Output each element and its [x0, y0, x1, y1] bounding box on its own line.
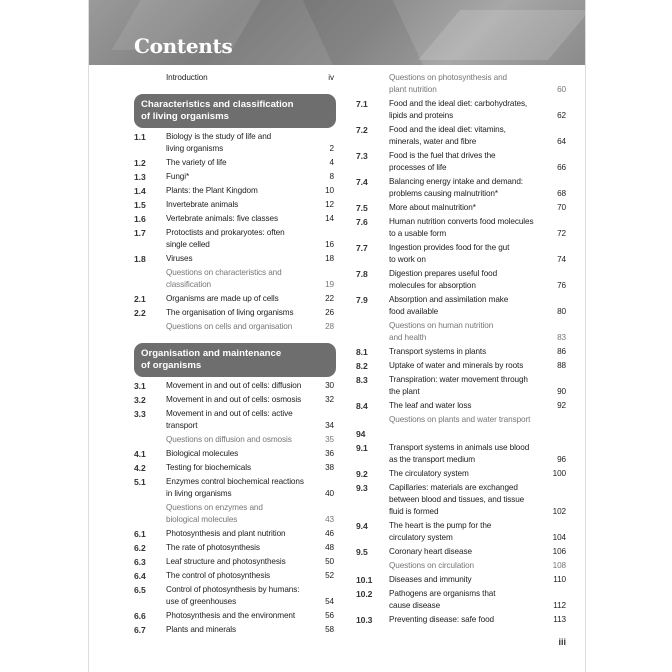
entry-page-number: 8	[329, 172, 334, 181]
entry-title	[166, 408, 334, 432]
contents-entry[interactable]	[134, 253, 334, 265]
entry-title-line: Absorption and assimilation make	[389, 295, 509, 304]
entry-title	[389, 614, 566, 626]
contents-entry[interactable]	[356, 520, 566, 544]
entry-page-number: 74	[557, 255, 566, 264]
entry-title	[166, 448, 334, 460]
entry-title-line: Protoctists and prokaryotes: often	[166, 228, 285, 237]
entry-page-number: 113	[553, 615, 566, 624]
section-number: 8.2	[356, 361, 368, 371]
questions-entry[interactable]	[356, 72, 566, 96]
contents-entry[interactable]	[134, 171, 334, 183]
entry-title	[389, 588, 566, 612]
entry-title	[166, 462, 334, 474]
entry-title-line: Pathogens are organisms that	[389, 589, 496, 598]
contents-entry[interactable]	[356, 468, 566, 480]
entry-title	[389, 346, 566, 358]
entry-title	[389, 216, 566, 240]
entry-title-line: Uptake of water and minerals by roots	[389, 361, 524, 370]
entry-page-number: 19	[325, 280, 334, 289]
entry-page-number: 83	[557, 333, 566, 342]
entry-page-number: 102	[552, 507, 566, 516]
entry-page-number: 96	[557, 455, 566, 464]
entry-title-line: single celled	[166, 240, 210, 249]
entry-title-line: Food and the ideal diet: carbohydrates,	[389, 99, 528, 108]
contents-entry[interactable]	[134, 72, 334, 84]
entry-page-number: 68	[557, 189, 566, 198]
entry-title	[166, 528, 334, 540]
entry-title	[166, 624, 334, 636]
entry-title-line	[389, 428, 549, 440]
entry-page-number: 18	[325, 254, 334, 263]
section-number: 7.9	[356, 295, 368, 305]
entry-title	[389, 374, 566, 398]
entry-title-line: The circulatory system	[389, 469, 469, 478]
entry-title-line: Questions on cells and organisation	[166, 322, 293, 331]
entry-title-line: Questions on diffusion and osmosis	[166, 435, 292, 444]
entry-title-line: The leaf and water loss	[389, 401, 472, 410]
contents-entry[interactable]	[356, 374, 566, 398]
entry-title-line: minerals, water and fibre	[389, 137, 477, 146]
section-number: 4.1	[134, 449, 146, 459]
entry-page-number: 4	[329, 158, 334, 167]
section-number: 6.5	[134, 585, 146, 595]
contents-entry[interactable]	[134, 157, 334, 169]
contents-entry[interactable]	[356, 546, 566, 558]
entry-title-line: transport	[166, 421, 198, 430]
page-number: iii	[558, 637, 566, 647]
entry-page-number: 72	[557, 229, 566, 238]
entry-title	[389, 202, 566, 214]
section-heading-line: Characteristics and classification	[141, 99, 294, 110]
entry-title-line: Biology is the study of life and	[166, 132, 272, 141]
contents-entry[interactable]	[134, 584, 334, 608]
section-number: 3.1	[134, 381, 146, 391]
contents-entry[interactable]	[134, 462, 334, 474]
entry-page-number: 70	[557, 203, 566, 212]
entry-title	[389, 414, 566, 426]
section-heading	[134, 94, 336, 128]
contents-entry[interactable]	[356, 574, 566, 586]
entry-page-number: 92	[557, 401, 566, 410]
questions-entry[interactable]	[134, 267, 334, 291]
contents-entry[interactable]	[356, 176, 566, 200]
entry-title-line: Plants: the Plant Kingdom	[166, 186, 258, 195]
entry-title	[166, 72, 334, 84]
entry-title-line: Transpiration: water movement through	[389, 375, 528, 384]
contents-entry[interactable]	[134, 542, 334, 554]
section-number: 1.4	[134, 186, 146, 196]
section-number: 7.4	[356, 177, 368, 187]
section-number: 1.1	[134, 132, 146, 142]
entry-title	[166, 380, 334, 392]
contents-entry[interactable]	[356, 614, 566, 626]
entry-title-line: as the transport medium	[389, 455, 475, 464]
contents-left-column	[134, 72, 334, 638]
section-number: 1.2	[134, 158, 146, 168]
section-number: 2.2	[134, 308, 146, 318]
entry-title	[166, 131, 334, 155]
entry-title	[389, 520, 566, 544]
entry-page-number: 86	[557, 347, 566, 356]
section-number: 7.6	[356, 217, 368, 227]
entry-title-line: Photosynthesis and the environment	[166, 611, 296, 620]
entry-page-number: iv	[328, 73, 334, 82]
contents-entry[interactable]	[356, 268, 566, 292]
contents-entry[interactable]	[134, 307, 334, 319]
contents-entry[interactable]	[134, 394, 334, 406]
entry-page-number: 112	[553, 601, 566, 610]
entry-title	[389, 428, 566, 440]
entry-page-number: 16	[325, 240, 334, 249]
entry-title	[389, 482, 566, 518]
entry-title-line: cause disease	[389, 601, 441, 610]
questions-entry[interactable]	[134, 502, 334, 526]
contents-entry[interactable]	[356, 360, 566, 372]
contents-entry[interactable]	[356, 150, 566, 174]
section-number: 1.5	[134, 200, 146, 210]
section-heading	[134, 343, 336, 377]
entry-title	[166, 502, 334, 526]
entry-title-line: to a usable form	[389, 229, 447, 238]
entry-title	[389, 176, 566, 200]
entry-title	[389, 72, 566, 96]
entry-title	[389, 400, 566, 412]
entry-title-line: living organisms	[166, 144, 224, 153]
contents-entry[interactable]	[134, 380, 334, 392]
contents-entry[interactable]	[134, 476, 334, 500]
entry-title-line: processes of life	[389, 163, 447, 172]
entry-page-number: 62	[557, 111, 566, 120]
section-number: 1.6	[134, 214, 146, 224]
entry-title	[389, 150, 566, 174]
entry-title-line: problems causing malnutrition*	[389, 189, 498, 198]
entry-title-line: fluid is formed	[389, 507, 439, 516]
entry-title-line: and health	[389, 333, 427, 342]
section-number: 10.3	[356, 615, 373, 625]
contents-entry[interactable]	[134, 131, 334, 155]
entry-title-line: between blood and tissues, and tissue	[389, 495, 525, 504]
entry-page-number: 36	[325, 449, 334, 458]
entry-title-line: Biological molecules	[166, 449, 239, 458]
contents-entry[interactable]	[356, 98, 566, 122]
entry-title-line: Fungi*	[166, 172, 190, 181]
section-number: 7.8	[356, 269, 368, 279]
section-heading-line: of organisms	[141, 360, 202, 371]
entry-page-number: 54	[325, 597, 334, 606]
entry-page-number: 50	[325, 557, 334, 566]
entry-title-line: Questions on photosynthesis and	[389, 73, 507, 82]
contents-entry[interactable]	[134, 213, 334, 225]
entry-title-line: Preventing disease: safe food	[389, 615, 494, 624]
entry-title	[166, 185, 334, 197]
entry-page-number: 64	[557, 137, 566, 146]
entry-title	[389, 442, 566, 466]
contents-entry[interactable]	[356, 588, 566, 612]
entry-title-line: Balancing energy intake and demand:	[389, 177, 523, 186]
entry-title-line: More about malnutrition*	[389, 203, 476, 212]
questions-entry[interactable]	[356, 320, 566, 344]
entry-title	[166, 321, 334, 333]
entry-title	[389, 574, 566, 586]
entry-page-number: 43	[325, 515, 334, 524]
entry-title-line: Digestion prepares useful food	[389, 269, 498, 278]
section-number: 7.3	[356, 151, 368, 161]
section-number: 10.1	[356, 575, 373, 585]
page-title: Contents	[134, 34, 233, 58]
entry-title-line: Food is the fuel that drives the	[389, 151, 496, 160]
entry-page-number: 35	[325, 435, 334, 444]
questions-entry[interactable]	[356, 414, 566, 426]
entry-title-line: The rate of photosynthesis	[166, 543, 260, 552]
entry-title	[389, 468, 566, 480]
section-number: 2.1	[134, 294, 146, 304]
entry-title-line: to work on	[389, 255, 426, 264]
entry-page-number: 22	[325, 294, 334, 303]
section-number: 3.3	[134, 409, 146, 419]
entry-title-line: Human nutrition converts food molecules	[389, 217, 534, 226]
section-number: 10.2	[356, 589, 373, 599]
entry-title-line: plant nutrition	[389, 85, 437, 94]
entry-title	[166, 171, 334, 183]
section-number: 9.4	[356, 521, 368, 531]
entry-page-number: 30	[325, 381, 334, 390]
entry-page-number: 52	[325, 571, 334, 580]
entry-page-number: 34	[325, 421, 334, 430]
section-number: 6.7	[134, 625, 146, 635]
contents-entry[interactable]	[356, 400, 566, 412]
entry-title	[166, 542, 334, 554]
entry-title	[166, 584, 334, 608]
section-number: 9.2	[356, 469, 368, 479]
section-number: 6.1	[134, 529, 146, 539]
section-number: 9.1	[356, 443, 368, 453]
entry-title	[166, 434, 334, 446]
section-number: 1.3	[134, 172, 146, 182]
entry-title-line: Diseases and immunity	[389, 575, 472, 584]
entry-title-line: The control of photosynthesis	[166, 571, 271, 580]
entry-page-number: 14	[325, 214, 334, 223]
entry-title	[166, 227, 334, 251]
section-number: 1.7	[134, 228, 146, 238]
contents-entry[interactable]	[134, 185, 334, 197]
entry-page-number: 66	[557, 163, 566, 172]
section-number: 6.4	[134, 571, 146, 581]
entry-title-line: Ingestion provides food for the gut	[389, 243, 510, 252]
entry-title-line: Movement in and out of cells: diffusion	[166, 381, 302, 390]
entry-page-number: 106	[552, 547, 566, 556]
entry-title-line: Invertebrate animals	[166, 200, 239, 209]
section-number: 4.2	[134, 463, 146, 473]
section-number: 7.1	[356, 99, 368, 109]
contents-entry[interactable]	[134, 556, 334, 568]
section-number: 6.6	[134, 611, 146, 621]
section-number: 8.4	[356, 401, 368, 411]
entry-title	[389, 320, 566, 344]
entry-title-line: molecules for absorption	[389, 281, 476, 290]
entry-title-line: Movement in and out of cells: active	[166, 409, 293, 418]
section-number: 7.5	[356, 203, 368, 213]
entry-page-number: 60	[557, 85, 566, 94]
entry-title-line: Viruses	[166, 254, 193, 263]
entry-title-line: food available	[389, 307, 439, 316]
contents-entry[interactable]	[134, 610, 334, 622]
section-number: 6.3	[134, 557, 146, 567]
entry-title-line: the plant	[389, 387, 420, 396]
entry-page-number: 80	[557, 307, 566, 316]
section-number: 8.3	[356, 375, 368, 385]
section-number: 9.3	[356, 483, 368, 493]
entry-title	[166, 213, 334, 225]
contents-entry[interactable]	[134, 227, 334, 251]
entry-title	[166, 394, 334, 406]
entry-page-number: 28	[325, 322, 334, 331]
entry-title	[166, 293, 334, 305]
wrapped-page-number: 94	[356, 429, 366, 439]
entry-page-number: 38	[325, 463, 334, 472]
entry-title-line: Enzymes control biochemical reactions	[166, 477, 304, 486]
entry-title-line: lipids and proteins	[389, 111, 454, 120]
section-number: 1.8	[134, 254, 146, 264]
entry-title	[389, 242, 566, 266]
entry-title-line: circulatory system	[389, 533, 453, 542]
entry-title	[166, 610, 334, 622]
entry-title-line: The heart is the pump for the	[389, 521, 492, 530]
contents-entry[interactable]	[356, 216, 566, 240]
entry-page-number: 100	[552, 469, 566, 478]
entry-title	[166, 307, 334, 319]
questions-entry[interactable]	[134, 434, 334, 446]
entry-title-line: Questions on enzymes and	[166, 503, 263, 512]
entry-title	[166, 157, 334, 169]
entry-title	[166, 267, 334, 291]
entry-page-number: 88	[557, 361, 566, 370]
entry-title-line: in living organisms	[166, 489, 232, 498]
entry-title-line: biological molecules	[166, 515, 238, 524]
entry-page-number: 32	[325, 395, 334, 404]
entry-title	[389, 360, 566, 372]
contents-entry[interactable]	[134, 293, 334, 305]
entry-title-line: Questions on plants and water transport	[389, 415, 531, 424]
entry-title-line: Coronary heart disease	[389, 547, 472, 556]
entry-page-number: 46	[325, 529, 334, 538]
entry-title	[389, 294, 566, 318]
entry-title-line: Transport systems in plants	[389, 347, 487, 356]
entry-title	[389, 124, 566, 148]
entry-title-line: Plants and minerals	[166, 625, 237, 634]
section-number: 7.7	[356, 243, 368, 253]
entry-title-line: Questions on human nutrition	[389, 321, 494, 330]
entry-title-line: classification	[166, 280, 212, 289]
entry-title	[166, 476, 334, 500]
entry-title-line: Questions on characteristics and	[166, 268, 282, 277]
entry-title	[389, 98, 566, 122]
questions-entry[interactable]	[356, 560, 566, 572]
entry-title	[389, 560, 566, 572]
section-heading-line: Organisation and maintenance	[141, 348, 282, 359]
entry-title	[389, 268, 566, 292]
entry-title-line: Leaf structure and photosynthesis	[166, 557, 286, 566]
entry-title-line: Movement in and out of cells: osmosis	[166, 395, 302, 404]
section-number: 6.2	[134, 543, 146, 553]
contents-entry[interactable]	[356, 346, 566, 358]
section-number: 3.2	[134, 395, 146, 405]
contents-entry[interactable]	[356, 482, 566, 518]
entry-page-number: 12	[325, 200, 334, 209]
contents-header-banner	[89, 0, 585, 65]
entry-page-number: 10	[325, 186, 334, 195]
section-number: 8.1	[356, 347, 368, 357]
entry-title-line: Photosynthesis and plant nutrition	[166, 529, 286, 538]
entry-title-line: Food and the ideal diet: vitamins,	[389, 125, 506, 134]
entry-title-line: The variety of life	[166, 158, 227, 167]
entry-title	[166, 199, 334, 211]
contents-entry[interactable]	[134, 408, 334, 432]
entry-title	[166, 253, 334, 265]
contents-entry[interactable]	[356, 202, 566, 214]
section-number: 9.5	[356, 547, 368, 557]
entry-title-line: Transport systems in animals use blood	[389, 443, 530, 452]
entry-page-number: 26	[325, 308, 334, 317]
questions-entry[interactable]	[134, 321, 334, 333]
contents-entry[interactable]	[134, 448, 334, 460]
entry-title-line: Control of photosynthesis by humans:	[166, 585, 300, 594]
entry-page-number: 108	[552, 561, 566, 570]
contents-entry[interactable]	[134, 199, 334, 211]
contents-entry[interactable]	[134, 528, 334, 540]
section-heading-line: of living organisms	[141, 111, 229, 122]
contents-entry[interactable]	[134, 570, 334, 582]
entry-page-number: 104	[552, 533, 566, 542]
entry-title-line: Capillaries: materials are exchanged	[389, 483, 518, 492]
entry-page-number: 58	[325, 625, 334, 634]
entry-title-line: The organisation of living organisms	[166, 308, 294, 317]
contents-entry[interactable]	[356, 428, 566, 440]
contents-entry[interactable]	[356, 242, 566, 266]
section-number: 5.1	[134, 477, 146, 487]
entry-title-line: Questions on circulation	[389, 561, 474, 570]
entry-page-number: 40	[325, 489, 334, 498]
contents-right-column	[356, 72, 566, 648]
contents-entry[interactable]	[134, 624, 334, 636]
entry-page-number: 110	[553, 575, 566, 584]
section-number: 7.2	[356, 125, 368, 135]
entry-title-line: Vertebrate animals: five classes	[166, 214, 278, 223]
entry-title-line: Organisms are made up of cells	[166, 294, 279, 303]
entry-page-number: 56	[325, 611, 334, 620]
contents-entry[interactable]	[356, 124, 566, 148]
entry-page-number: 90	[557, 387, 566, 396]
entry-page-number: 2	[329, 144, 334, 153]
entry-title	[389, 546, 566, 558]
entry-title-line: Testing for biochemicals	[166, 463, 251, 472]
book-page	[88, 0, 586, 672]
entry-title	[166, 556, 334, 568]
entry-page-number: 48	[325, 543, 334, 552]
entry-page-number: 76	[557, 281, 566, 290]
entry-title-line: Introduction	[166, 73, 208, 82]
contents-entry[interactable]	[356, 294, 566, 318]
contents-entry[interactable]	[356, 442, 566, 466]
entry-title	[166, 570, 334, 582]
entry-title-line: use of greenhouses	[166, 597, 237, 606]
